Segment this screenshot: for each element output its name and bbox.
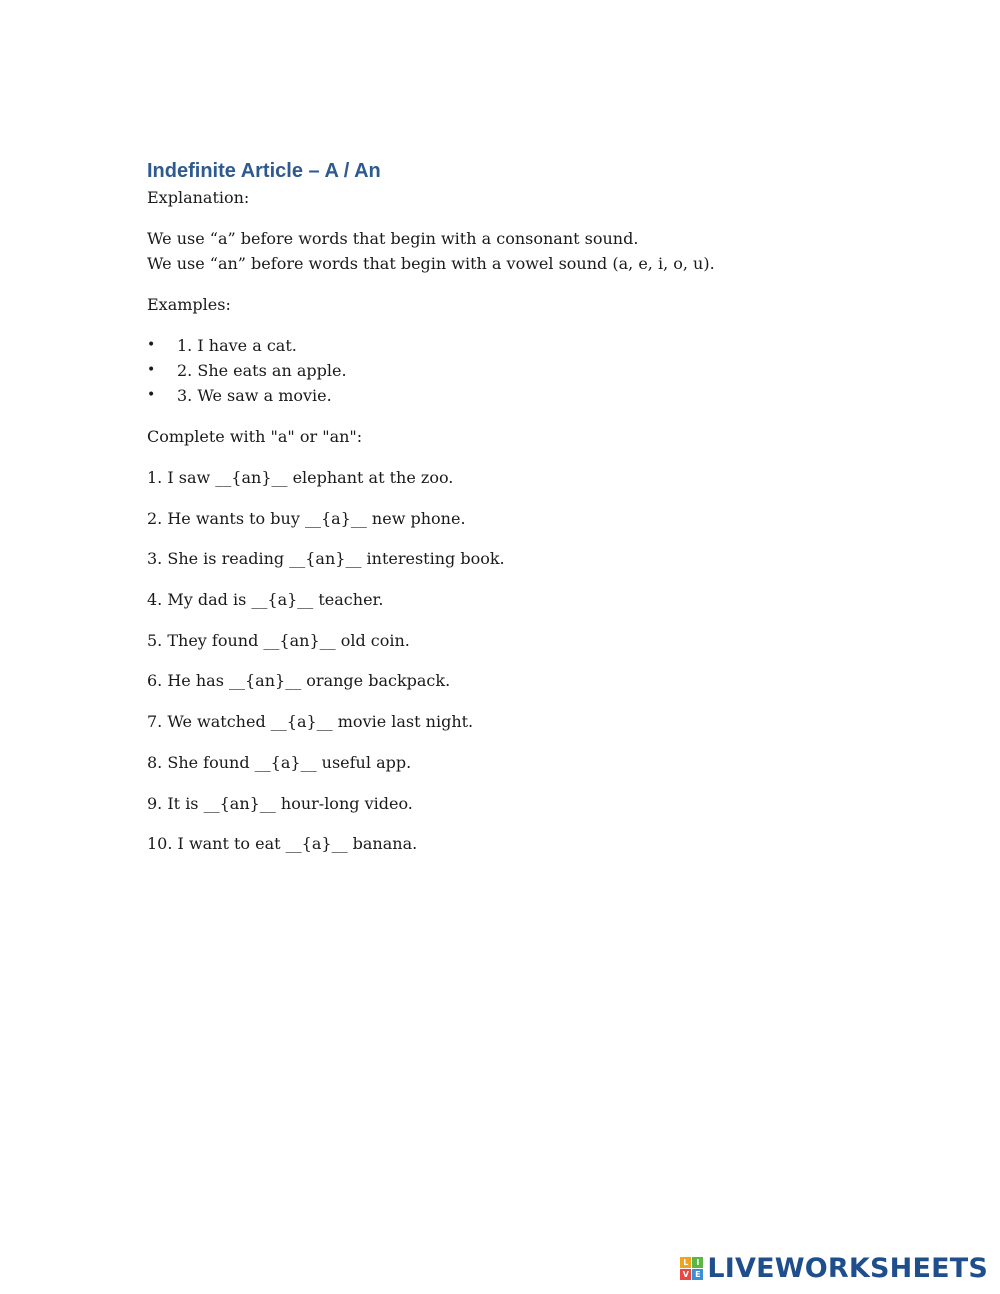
- worksheet: [147, 157, 907, 872]
- example-text: 2. She eats an apple.: [177, 361, 347, 380]
- worksheet-title: Indefinite Article – A / An: [147, 160, 381, 182]
- explanation-label: Explanation:: [147, 188, 250, 207]
- example-text: 1. I have a cat.: [177, 336, 297, 355]
- example-item: [147, 333, 907, 358]
- rule-vowel: We use “an” before words that begin with a vowel sound (a, e, i, o, u).: [147, 254, 715, 273]
- exercise-item: 4. My dad is __{a}__ teacher.: [147, 590, 384, 610]
- logo-letter: L: [680, 1257, 691, 1268]
- logo-letter: I: [692, 1257, 703, 1268]
- example-text: 3. We saw a movie.: [177, 386, 332, 405]
- example-item: [147, 383, 907, 408]
- bullet-icon: •: [147, 387, 156, 403]
- examples-label: Examples:: [147, 295, 231, 314]
- exercise-item: 8. She found __{a}__ useful app.: [147, 752, 412, 772]
- liveworksheets-logo-icon: [680, 1257, 703, 1280]
- exercise-item: 10. I want to eat __{a}__ banana.: [147, 834, 418, 854]
- examples-list: [147, 333, 907, 408]
- exercise-item: 9. It is __{an}__ hour-long video.: [147, 793, 413, 813]
- exercise-item: 1. I saw __{an}__ elephant at the zoo.: [147, 468, 454, 487]
- exercise-item: 3. She is reading __{an}__ interesting book.: [147, 549, 505, 569]
- logo-text: LIVEWORKSHEETS: [707, 1253, 988, 1284]
- exercise-item: 2. He wants to buy __{a}__ new phone.: [147, 508, 466, 528]
- exercise-list: [147, 465, 907, 856]
- rule-consonant: We use “a” before words that begin with a consonant sound.: [147, 229, 639, 248]
- exercise-item: 5. They found __{an}__ old coin.: [147, 630, 410, 650]
- exercise-item: 6. He has __{an}__ orange backpack.: [147, 671, 451, 691]
- example-item: [147, 358, 907, 383]
- liveworksheets-logo: [680, 1253, 988, 1284]
- exercise-item: 7. We watched __{a}__ movie last night.: [147, 712, 474, 732]
- logo-letter: E: [692, 1269, 703, 1280]
- logo-letter: V: [680, 1269, 691, 1280]
- bullet-icon: •: [147, 337, 156, 353]
- instruction: Complete with "a" or "an":: [147, 427, 363, 446]
- bullet-icon: •: [147, 362, 156, 378]
